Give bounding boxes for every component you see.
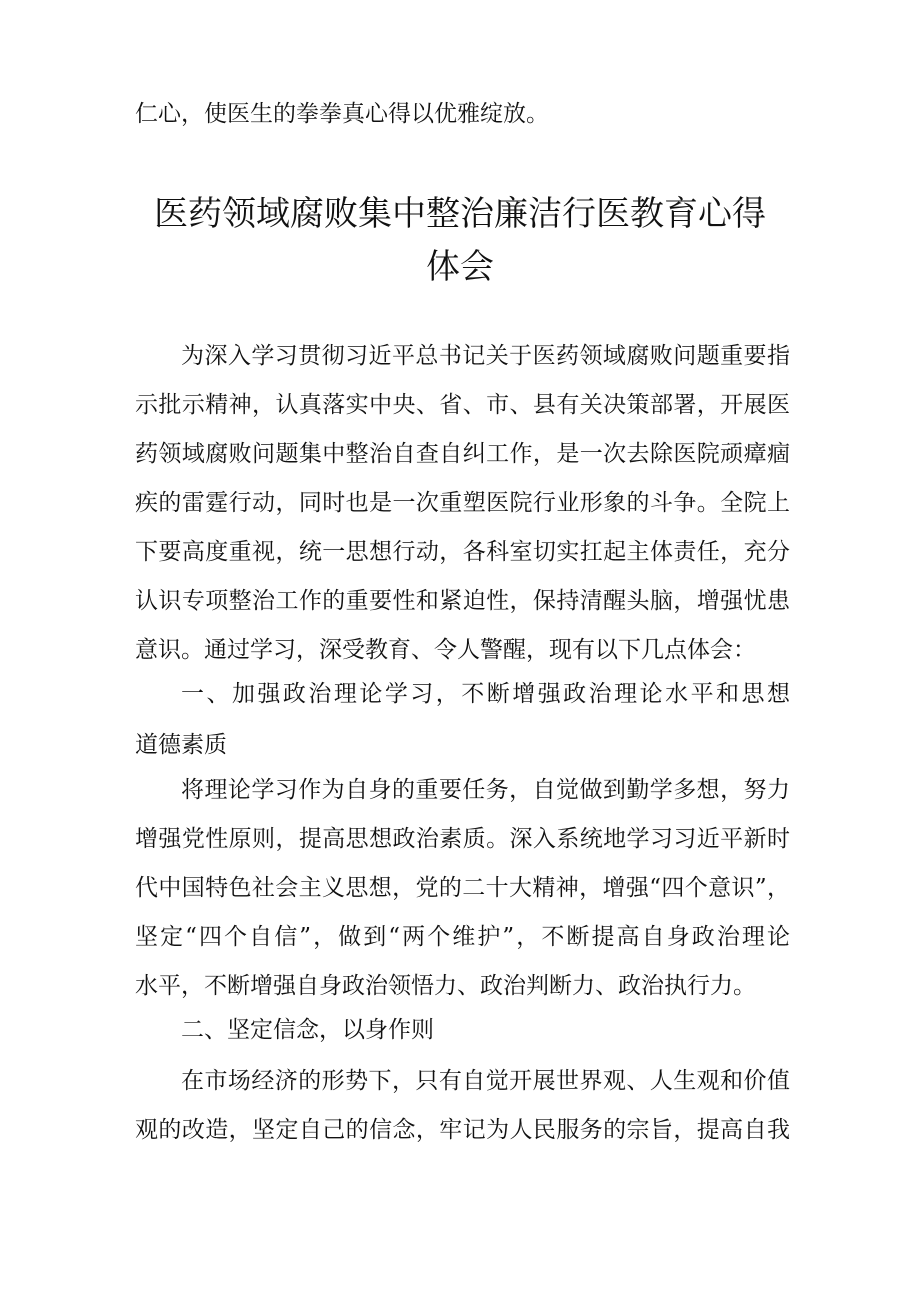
section-1-paragraph-line: 坚定“四个自信”，做到“两个维护”，不断提高自身政治理论 [135,924,790,950]
intro-paragraph-line: 下要高度重视，统一思想行动，各科室切实扛起主体责任，充分 [135,539,790,565]
intro-paragraph-line: 认识专项整治工作的重要性和紧迫性，保持清醒头脑，增强忧患 [135,588,790,614]
intro-paragraph-line: 为深入学习贯彻习近平总书记关于医药领域腐败问题重要指 [181,343,790,369]
intro-paragraph-line: 疾的雷霆行动，同时也是一次重塑医院行业形象的斗争。全院上 [135,490,790,516]
section-1-paragraph-line: 将理论学习作为自身的重要任务，自觉做到勤学多想，努力 [181,777,790,803]
opening-line: 仁心，使医生的拳拳真心得以优雅绽放。 [135,101,549,127]
intro-paragraph-line: 药领域腐败问题集中整治自查自纠工作，是一次去除医院顽瘴痼 [135,441,790,467]
section-2-paragraph-line: 观的改造，坚定自己的信念，牢记为人民服务的宗旨，提高自我 [135,1117,790,1143]
intro-paragraph-line: 意识。通过学习，深受教育、令人警醒，现有以下几点体会： [135,637,756,663]
document-title-line-2: 体会 [426,247,494,287]
document-title-line-1: 医药领域腐败集中整治廉洁行医教育心得 [154,194,766,234]
section-1-paragraph-line: 水平，不断增强自身政治领悟力、政治判断力、政治执行力。 [135,973,756,999]
intro-paragraph-line: 示批示精神，认真落实中央、省、市、县有关决策部署，开展医 [135,392,790,418]
section-2-paragraph-line: 在市场经济的形势下，只有自觉开展世界观、人生观和价值 [181,1068,790,1094]
section-1-heading: 一、加强政治理论学习，不断增强政治理论水平和思想 [181,681,790,707]
section-2-heading: 二、坚定信念，以身作则 [181,1017,434,1043]
section-1-heading: 道德素质 [135,732,227,758]
section-1-paragraph-line: 增强党性原则，提高思想政治素质。深入系统地学习习近平新时 [135,826,790,852]
section-1-paragraph-line: 代中国特色社会主义思想，党的二十大精神，增强“四个意识”， [135,875,790,901]
